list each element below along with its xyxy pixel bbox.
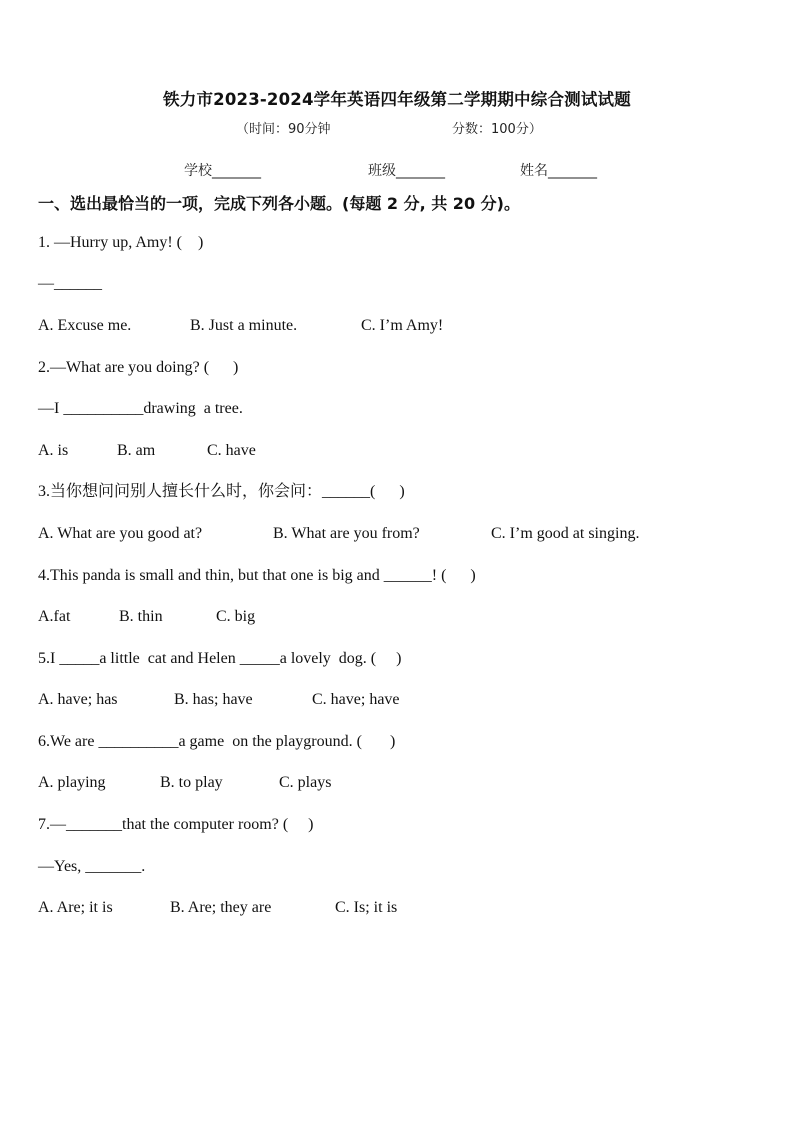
- name-field: 姓名_______: [520, 163, 597, 179]
- class-field: 班级_______: [368, 163, 445, 179]
- option-a: A. is: [38, 442, 69, 459]
- question-2-stem: 2.—What are you doing? ( ): [38, 359, 239, 376]
- question-5-stem: 5.I _____a little cat and Helen _____a lovely dog. ( ): [38, 650, 402, 667]
- question-7-stem: 7.—_______that the computer room? ( ): [38, 816, 314, 833]
- exam-time: （时间：90分钟: [236, 122, 331, 137]
- option-c: C. Is; it is: [335, 899, 398, 916]
- option-a: A. What are you good at?: [38, 525, 203, 542]
- question-1-stem: 1. —Hurry up, Amy! ( ): [38, 234, 204, 251]
- exam-score: 分数：100分）: [452, 122, 542, 137]
- section-heading: 一、选出最恰当的一项，完成下列各小题。(每题 2 分, 共 20 分)。: [38, 194, 520, 213]
- question-6-stem: 6.We are __________a game on the playground. ( ): [38, 733, 396, 750]
- option-b: B. has; have: [174, 691, 253, 708]
- option-a: A. Excuse me.: [38, 317, 132, 334]
- exam-title: 铁力市2023-2024学年英语四年级第二学期期中综合测试试题: [163, 90, 631, 109]
- option-c: C. have: [207, 442, 256, 459]
- question-7-answer-line: —Yes, _______.: [38, 858, 146, 875]
- question-1-answer-line: —______: [38, 275, 102, 292]
- option-b: B. Just a minute.: [190, 317, 298, 334]
- option-c: C. I’m good at singing.: [491, 525, 640, 542]
- school-field: 学校_______: [184, 163, 261, 179]
- option-b: B. am: [117, 442, 156, 459]
- option-c: C. I’m Amy!: [361, 317, 444, 334]
- option-a: A. Are; it is: [38, 899, 113, 916]
- option-c: C. have; have: [312, 691, 400, 708]
- option-b: B. to play: [160, 774, 223, 791]
- option-a: A. playing: [38, 774, 106, 791]
- option-b: B. thin: [119, 608, 163, 625]
- question-2-answer-line: —I __________drawing a tree.: [38, 400, 243, 417]
- option-c: C. big: [216, 608, 256, 625]
- question-4-stem: 4.This panda is small and thin, but that one is big and ______! ( ): [38, 567, 476, 584]
- option-a: A.fat: [38, 608, 71, 625]
- option-b: B. Are; they are: [170, 899, 272, 916]
- option-a: A. have; has: [38, 691, 118, 708]
- option-b: B. What are you from?: [273, 525, 420, 542]
- option-c: C. plays: [279, 774, 332, 791]
- question-3-stem: 3.当你想问问别人擅长什么时，你会问：______( ): [38, 483, 405, 500]
